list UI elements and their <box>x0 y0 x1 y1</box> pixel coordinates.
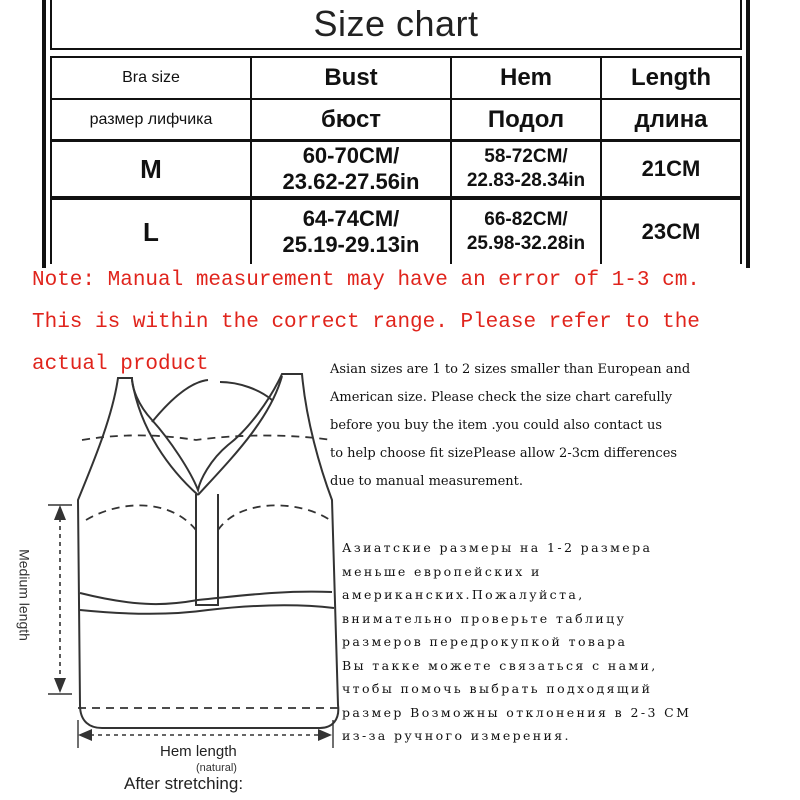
bra-diagram <box>20 360 340 800</box>
cup-right-dashed <box>218 505 330 530</box>
racer-back-left <box>152 380 208 422</box>
hem-arrow-right <box>318 729 332 741</box>
header-hem-ru: Подол <box>452 100 602 139</box>
size-l-hem-in: 25.98-32.28in <box>466 233 586 254</box>
english-line: to help choose fit sizePlease allow 2-3cm differences <box>330 446 678 461</box>
note-line-1: Note: Manual measurement may have an error of 1-3 cm. <box>32 269 700 292</box>
hem-length-label: Hem length <box>160 743 237 760</box>
header-bust-ru: бюст <box>252 100 452 139</box>
russian-line: размер Возможны отклонения в 2-3 СМ <box>342 704 692 720</box>
length-arrow-bottom <box>54 678 66 693</box>
header-bra-size: Bra size <box>52 58 252 98</box>
header-length-ru: длина <box>634 105 708 133</box>
header-length: Length <box>631 64 711 91</box>
left-neck-curve <box>132 380 198 495</box>
hem-arrow-left <box>78 729 92 741</box>
racer-back-right <box>220 382 272 400</box>
table-row <box>50 142 742 200</box>
center-panel <box>196 494 218 605</box>
size-m-hem-in: 22.83-28.34in <box>466 170 586 191</box>
cup-left-dashed <box>86 505 196 530</box>
under-band-bottom <box>80 605 334 614</box>
medium-length-label-wrap <box>8 530 38 660</box>
size-l-hem-cm: 66-82CM/ <box>484 209 568 230</box>
header-row-en <box>50 56 742 100</box>
russian-line: чтобы помочь выбрать подходящий <box>342 681 653 696</box>
russian-line: из-за ручного измерения. <box>342 728 571 743</box>
size-chart-title-cell <box>50 0 742 50</box>
english-line: American size. Please check the size chart carefully <box>330 390 673 405</box>
table-border-right <box>746 0 750 268</box>
medium-length-label: Medium length <box>16 549 33 641</box>
size-chart-table <box>42 0 750 268</box>
size-m-bust-in: 23.62-27.56in <box>282 169 420 194</box>
table-border-left <box>42 0 46 268</box>
russian-line: американских.Пожалуйста, <box>342 587 585 602</box>
table-row <box>50 200 742 264</box>
size-l-bust-cm: 64-74CM/ <box>302 206 400 231</box>
note-line-3: actual product <box>32 353 209 376</box>
english-description <box>330 356 792 496</box>
english-line: before you buy the item .you could also contact us <box>330 418 663 433</box>
size-m-hem-cm: 58-72CM/ <box>484 146 568 167</box>
size-l-hem <box>452 200 602 264</box>
note-line-2: This is within the correct range. Please refer to the <box>32 311 700 334</box>
under-band-top <box>80 592 332 604</box>
header-bust: Bust <box>252 58 452 98</box>
size-l-bust-in: 25.19-29.13in <box>282 232 420 257</box>
size-m-label: M <box>52 142 252 196</box>
size-l-length: 23CM <box>641 219 701 244</box>
size-chart-title: Size chart <box>313 3 479 44</box>
english-line: due to manual measurement. <box>330 474 524 489</box>
length-arrow-top <box>54 505 66 520</box>
size-m-hem <box>452 142 602 196</box>
size-m-length: 21CM <box>641 156 701 181</box>
russian-line: Вы такке можете связаться с нами, <box>342 657 658 673</box>
header-hem: Hem <box>452 58 602 98</box>
russian-line: Азиатские размеры на 1-2 размера <box>342 540 653 555</box>
english-line: Asian sizes are 1 to 2 sizes smaller than European and <box>330 362 691 377</box>
size-l-bust <box>252 200 452 264</box>
size-m-bust <box>252 142 452 196</box>
russian-line: размеров передрокупкой товара <box>342 634 628 649</box>
size-grid <box>50 56 742 264</box>
size-l-label: L <box>52 200 252 264</box>
after-stretching-label: After stretching: <box>124 774 244 793</box>
bust-dashed-line <box>82 435 332 440</box>
russian-line: внимательно проверьте таблицу <box>342 610 627 626</box>
header-row-ru <box>50 100 742 142</box>
header-bra-size-ru: размер лифчика <box>52 100 252 139</box>
bra-outline <box>78 374 338 728</box>
natural-label: (natural) <box>196 762 237 774</box>
size-m-bust-cm: 60-70CM/ <box>302 143 400 168</box>
russian-line: меньше европейских и <box>342 563 542 579</box>
russian-description <box>342 536 798 748</box>
